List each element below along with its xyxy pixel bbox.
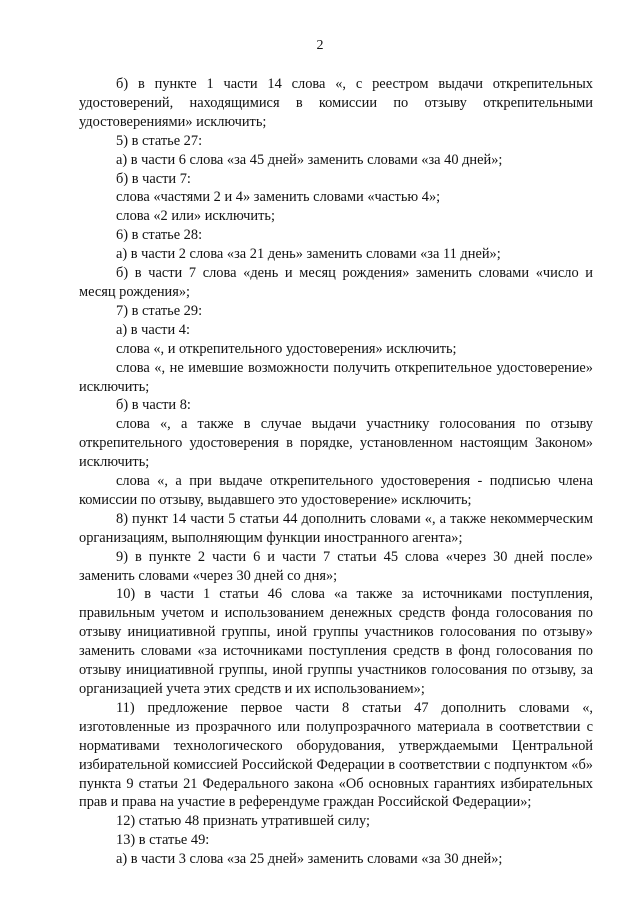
paragraph: слова «, и открепительного удостоверения» исключить; xyxy=(116,340,457,357)
page-number: 2 xyxy=(316,38,324,53)
paragraph: 9) в пункте 2 части 6 и части 7 статьи 45 слова «через 30 дней после» заменить словами «через 30 дней со дня»; xyxy=(79,548,593,584)
paragraph: слова «, не имевшие возможности получить открепительное удостоверение» исключить; xyxy=(79,359,593,395)
paragraph: б) в части 7 слова «день и месяц рождения» заменить словами «число и месяц рождения»; xyxy=(79,265,593,300)
paragraph: 13) в статье 49: xyxy=(116,832,210,849)
paragraph: слова «2 или» исключить; xyxy=(116,208,275,225)
paragraph: а) в части 3 слова «за 25 дней» заменить словами «за 30 дней»; xyxy=(116,851,503,868)
paragraph: 10) в части 1 статьи 46 слова «а также за источниками поступления, правильным учетом и использованием денежных средств фонда голосования по отзыву инициативной группы, иной группы участников голосования по отзыву» заменить словами «за источниками поступления средств в фонд голосования по отзыву инициативной группы, иной группы участников голосования по отзыву, за организацией учета этих средств и их использованием»; xyxy=(79,586,593,697)
paragraph: а) в части 4: xyxy=(116,321,190,338)
paragraph: 7) в статье 29: xyxy=(116,302,203,319)
paragraph: слова «частями 2 и 4» заменить словами «частью 4»; xyxy=(116,189,441,206)
paragraph: б) в части 7: xyxy=(116,170,191,187)
paragraph: а) в части 6 слова «за 45 дней» заменить словами «за 40 дней»; xyxy=(116,151,503,168)
document-body xyxy=(79,75,593,869)
paragraph: б) в пункте 1 части 14 слова «, с реестром выдачи открепительных удостоверений, находящимися в комиссии по отзыву открепительными удостоверениями» исключить; xyxy=(79,76,593,130)
paragraph: слова «, а также в случае выдачи участнику голосования по отзыву открепительного удостоверения в порядке, установленном настоящим Законом» исключить; xyxy=(79,416,593,471)
paragraph: слова «, а при выдаче открепительного удостоверения - подписью члена комиссии по отзыву, выдавшего это удостоверение» исключить; xyxy=(79,473,593,508)
paragraph: 5) в статье 27: xyxy=(116,132,203,149)
paragraph: а) в части 2 слова «за 21 день» заменить словами «за 11 дней»; xyxy=(116,246,501,263)
paragraph: 11) предложение первое части 8 статьи 47 дополнить словами «, изготовленные из прозрачного или полупрозрачного материала в соответствии с нормативами технологического оборудования, утверждаемыми Центральной избирательной комиссией Российской Федерации в соответствии с подпунктом «б» пункта 9 статьи 21 Федерального закона «Об основных гарантиях избирательных прав и права на участие в референдуме граждан Российской Федерации»; xyxy=(79,699,593,811)
paragraph: б) в части 8: xyxy=(116,397,191,414)
paragraph: 6) в статье 28: xyxy=(116,227,203,244)
paragraph: 8) пункт 14 части 5 статьи 44 дополнить словами «, а также некоммерческим организациям, выполняющим функции иностранного агента»; xyxy=(79,510,593,546)
paragraph: 12) статью 48 признать утратившей силу; xyxy=(116,813,370,830)
